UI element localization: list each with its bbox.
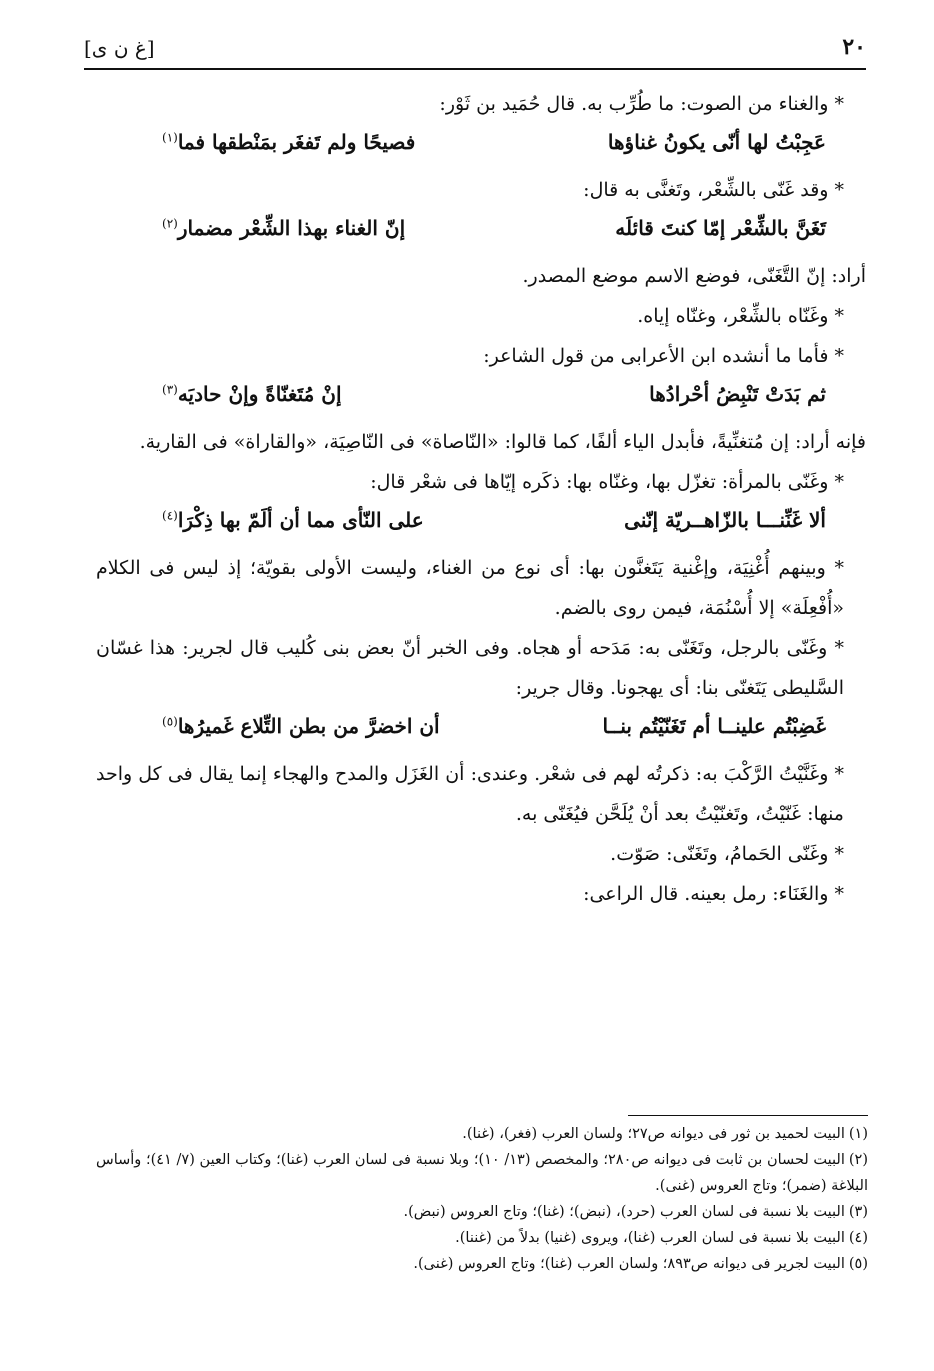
paragraph: * وغَنّى بالرجل، وتَغَنّى به: مَدَحه أو هجاه. وفى الخبر أنّ بعض بنى كُليب قال لجرير: هذا غسّان السَّليطى يَتَغنّى بنا: أى يهجونا. وقال جرير: [96, 637, 844, 699]
footnote-number: (١) [848, 1126, 868, 1142]
paragraph: * وغَنّى بالمرأة: تغزّل بها، وغنّاه بها: ذكَره إيّاها فى شعْر قال: [370, 471, 844, 493]
footnote-text: البيت لحسان بن ثابت فى ديوانه ص٢٨٠؛ والمخصص (١٣/ ١٠)؛ وبلا نسبة فى لسان العرب (غنا)؛ وكتاب العين (٧/ ٤١)؛ وأساس البلاغة (ضمر)؛ وتاج العروس (غنى). [96, 1152, 868, 1194]
footnote-marker: (١) [162, 130, 178, 145]
hemistich-text: إنّ الغناء بهذا الشِّعْر مضمار [177, 216, 406, 240]
footnote [96, 1199, 868, 1225]
footnote-text: البيت بلا نسبة فى لسان العرب (غنا)، ويروى (غنيا) بدلاً من (غننا). [455, 1230, 845, 1246]
footnote [96, 1251, 868, 1277]
footnote-divider [628, 1115, 868, 1116]
hemistich-text: فصيحًا ولم تَفغَر بمَنْطقها فما [177, 130, 416, 154]
paragraph: * وغَنّاه بالشِّعْر، وغنّاه إياه. [637, 305, 844, 327]
footnote-text: البيت لحميد بن ثور فى ديوانه ص٢٧؛ ولسان العرب (فغر)، (غنا). [462, 1126, 845, 1142]
footnote-marker: (٤) [162, 508, 178, 523]
verse-second-hemistich [162, 216, 405, 240]
footnote-number: (٥) [848, 1256, 868, 1272]
footnote-number: (٤) [848, 1230, 868, 1246]
footnote-number: (٣) [848, 1204, 868, 1220]
header-divider [84, 68, 866, 70]
footnote [96, 1121, 868, 1147]
footnote-number: (٢) [848, 1152, 869, 1168]
main-text [96, 84, 866, 914]
footnote [96, 1225, 868, 1251]
verse-first-hemistich: ثم بَدَتْ تَنْبِضُ أحْرادُها [649, 382, 826, 406]
verse-line [96, 502, 866, 548]
footnote-marker: (٥) [162, 714, 178, 729]
hemistich-text: إنْ مُتَغنّاةً وإنْ حاديَه [177, 382, 342, 406]
verse-second-hemistich [162, 130, 415, 154]
footnote-marker: (٢) [162, 216, 178, 231]
verse-line [96, 210, 866, 256]
verse-first-hemistich: غَضِبْتُم علينــا أم تَغَنّيْتُم بنــا [602, 714, 826, 738]
paragraph: فإنه أراد: إن مُتغنِّيةً، فأبدل الياء ألفًا، كما قالوا: «النّاصاة» فى النّاصِيَة، «والقاراة» فى القارية. [139, 431, 866, 453]
page-number: ٢٠ [842, 34, 866, 60]
footnotes [96, 1121, 868, 1277]
paragraph: * وقد غَنّى بالشِّعْر، وتَغنَّى به قال: [583, 179, 844, 201]
footnote-text: البيت لجرير فى ديوانه ص٨٩٣؛ ولسان العرب (غنا)؛ وتاج العروس (غنى). [413, 1256, 845, 1272]
footnote-text: البيت بلا نسبة فى لسان العرب (حرد)، (نبض)؛ (غنا)؛ وتاج العروس (نبض). [403, 1204, 845, 1220]
verse-second-hemistich [162, 508, 424, 532]
paragraph: * فأما ما أنشده ابن الأعرابى من قول الشاعر: [483, 345, 844, 367]
verse-first-hemistich: ألا غَنِّنـــا بالزّاهــريّة إنّنى [624, 508, 826, 532]
root-letters-label: [غ ن ى] [84, 36, 155, 60]
hemistich-text: على النّأى مما أن ألَمّ بها ذِكْرَا [177, 508, 424, 532]
verse-line [96, 124, 866, 170]
paragraph: * والغَنَاء: رمل بعينه. قال الراعى: [583, 883, 844, 905]
verse-second-hemistich [162, 714, 440, 738]
verse-line [96, 376, 866, 422]
page-header [84, 34, 866, 64]
verse-first-hemistich: عَجِبْتُ لها أنّى يكونُ غناؤها [607, 130, 826, 154]
paragraph: * وغَنّى الحَمامُ، وتَغَنّى: صَوّت. [610, 843, 844, 865]
paragraph: * والغناء من الصوت: ما طُرِّب به. قال حُمَيد بن ثَوْر: [439, 93, 844, 115]
paragraph: * وبينهم أُغْنِيَة، وإغْنية يَتَغنَّون بها: أى نوع من الغناء، وليست الأولى بقويّة؛ إذ ليس فى الكلام «أُفْعِلَة» إلا أُسْنُمَة، فيمن روى بالضم. [96, 557, 844, 619]
verse-line [96, 708, 866, 754]
verse-second-hemistich [162, 382, 342, 406]
verse-first-hemistich: تَغَنَّ بالشِّعْر إمّا كنتَ قائلَه [615, 216, 826, 240]
footnote-marker: (٣) [162, 382, 178, 397]
footnote [96, 1147, 868, 1199]
hemistich-text: أن اخضرَّ من بطن التِّلاع غَميرُها [177, 714, 440, 738]
paragraph: أراد: إنّ التَّغَنّى، فوضع الاسم موضع المصدر. [522, 265, 866, 287]
paragraph: * وغَنَّيْتُ الرَّكْبَ به: ذكرتُه لهم فى شعْر. وعندى: أن الغَزَل والمدح والهجاء إنما يقال فى كل واحد منها: غَنّيْتُ، وتَغنّيْتُ بعد أنْ يُلَحَّن فيُغَنّى به. [96, 763, 844, 825]
